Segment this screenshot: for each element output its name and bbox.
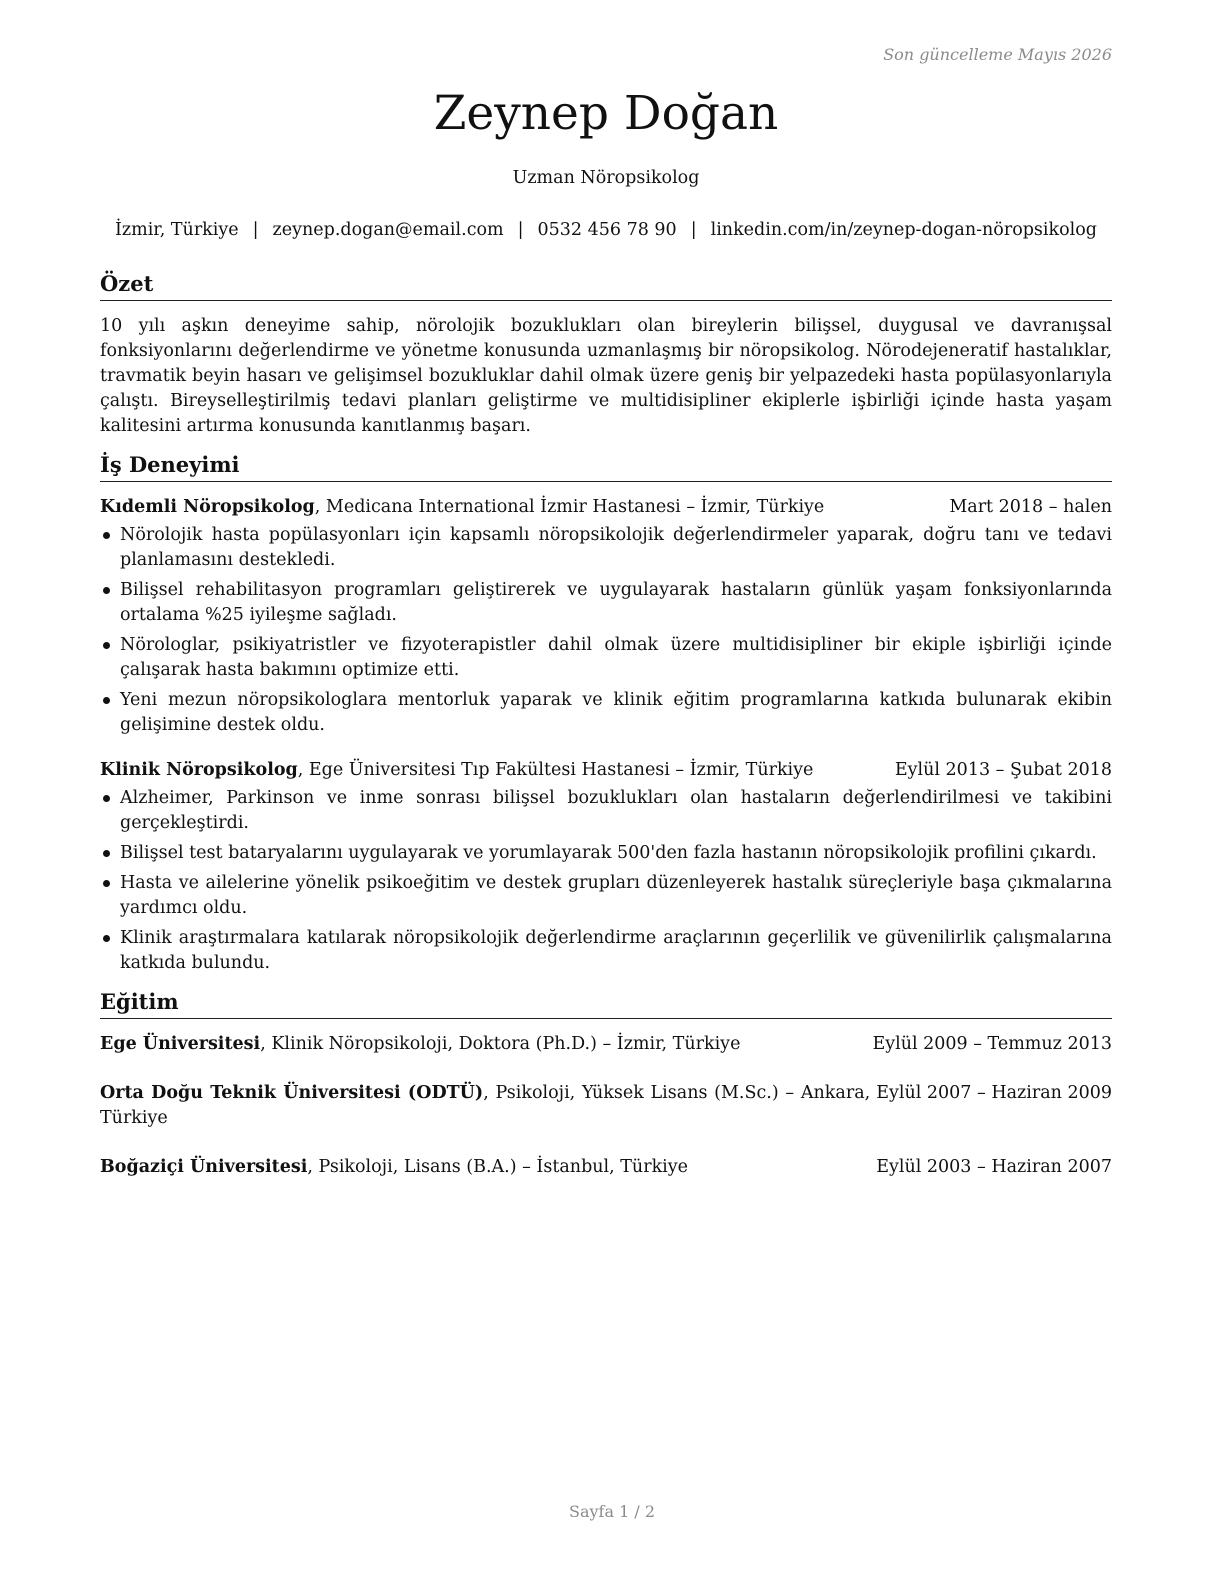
education-dates: Eylül 2003 – Haziran 2007 xyxy=(876,1157,1112,1177)
bullet-icon xyxy=(103,795,110,802)
bullet-icon xyxy=(103,880,110,887)
education-header xyxy=(100,1155,1112,1180)
bullet-text: Nörologlar, psikiyatristler ve fizyoterapistler dahil olmak üzere multidisipliner bir ekiple işbirliği içinde çalışarak hasta bakımını optimize etti. xyxy=(120,635,1112,680)
contact-linkedin[interactable]: linkedin.com/in/zeynep-dogan-nöropsikolog xyxy=(710,220,1097,240)
education-school: Orta Doğu Teknik Üniversitesi (ODTÜ) xyxy=(100,1083,484,1103)
summary-text: 10 yılı aşkın deneyime sahip, nörolojik bozuklukları olan bireylerin bilişsel, duygusal ve davranışsal fonksiyonlarını değerlendirme ve yönetme konusunda uzmanlaşmış bir nöropsikolog. Nörodejeneratif hastalıklar, travmatik beyin hasarı ve gelişimsel bozukluklar dahil olmak üzere geniş bir yelpazedeki hasta popülasyonlarıyla çalıştı. Bireyselleştirilmiş tedavi planları geliştirme ve multidisipliner ekiplerle işbirliği içinde hasta yaşam kalitesini artırma konusunda kanıtlanmış başarı. xyxy=(100,316,1112,436)
bullet-icon xyxy=(103,850,110,857)
education-section xyxy=(100,988,1112,1180)
job-role: Kıdemli Nöropsikolog xyxy=(100,497,315,517)
contact-separator: | xyxy=(690,220,697,240)
job-entry xyxy=(100,495,1112,738)
contact-phone[interactable]: 0532 456 78 90 xyxy=(537,220,677,240)
page-number: Sayfa 1 / 2 xyxy=(568,1502,655,1521)
contact-location: İzmir, Türkiye xyxy=(114,220,239,240)
bullet-icon xyxy=(103,642,110,649)
contact-line xyxy=(100,220,1112,240)
candidate-title: Uzman Nöropsikolog xyxy=(512,168,700,188)
education-school-detail xyxy=(100,1032,872,1057)
education-detail: , Psikoloji, Yüksek Lisans (M.Sc.) – Ankara, Türkiye xyxy=(100,1083,871,1128)
bullet-text: Bilişsel test bataryalarını uygulayarak ve yorumlayarak 500'den fazla hastanın nöropsikolojik profilini çıkardı. xyxy=(120,843,1097,863)
education-dates: Eylül 2007 – Haziran 2009 xyxy=(876,1083,1112,1103)
candidate-name: Zeynep Doğan xyxy=(433,86,779,141)
bullet-item xyxy=(100,926,1112,976)
job-dates: Eylül 2013 – Şubat 2018 xyxy=(894,760,1112,780)
education-dates: Eylül 2009 – Temmuz 2013 xyxy=(872,1034,1112,1054)
summary-heading: Özet xyxy=(100,270,1112,301)
resume-content xyxy=(100,270,1112,1192)
bullet-text: Hasta ve ailelerine yönelik psikoeğitim ve destek grupları düzenleyerek hastalık süreçleriyle başa çıkmalarına yardımcı oldu. xyxy=(120,873,1112,918)
bullet-text: Yeni mezun nöropsikologlara mentorluk yaparak ve klinik eğitim programlarına katkıda bulunarak ekibin gelişimine destek oldu. xyxy=(120,690,1112,735)
bullet-text: Bilişsel rehabilitasyon programları geliştirerek ve uygulayarak hastaların günlük yaşam fonksiyonlarında ortalama %25 iyileşme sağladı. xyxy=(120,580,1112,625)
job-bullets xyxy=(100,786,1112,976)
bullet-item xyxy=(100,786,1112,836)
summary-section xyxy=(100,270,1112,439)
bullet-item xyxy=(100,523,1112,573)
experience-heading: İş Deneyimi xyxy=(100,451,1112,482)
job-org: , Medicana International İzmir Hastanesi – İzmir, Türkiye xyxy=(314,497,825,517)
bullet-text: Nörolojik hasta popülasyonları için kapsamlı nöropsikolojik değerlendirmeler yaparak, doğru tanı ve tedavi planlamasını destekledi. xyxy=(120,525,1112,570)
bullet-icon xyxy=(103,587,110,594)
job-entry xyxy=(100,758,1112,976)
education-entry xyxy=(100,1155,1112,1180)
bullet-icon xyxy=(103,697,110,704)
education-school: Ege Üniversitesi xyxy=(100,1034,261,1054)
bullet-item xyxy=(100,841,1112,866)
education-entry xyxy=(100,1032,1112,1057)
contact-separator: | xyxy=(252,220,259,240)
last-updated-note: Son güncelleme Mayıs 2026 xyxy=(883,45,1112,64)
education-header xyxy=(100,1081,1112,1131)
education-detail: , Psikoloji, Lisans (B.A.) – İstanbul, Türkiye xyxy=(307,1157,689,1177)
job-header xyxy=(100,758,1112,783)
job-dates: Mart 2018 – halen xyxy=(949,497,1112,517)
education-entry xyxy=(100,1081,1112,1131)
bullet-item xyxy=(100,871,1112,921)
education-heading: Eğitim xyxy=(100,988,1112,1019)
bullet-text: Klinik araştırmalara katılarak nöropsikolojik değerlendirme araçlarının geçerlilik ve güvenilirlik çalışmalarına katkıda bulundu. xyxy=(120,928,1112,973)
job-header xyxy=(100,495,1112,520)
education-detail: , Klinik Nöropsikoloji, Doktora (Ph.D.) – İzmir, Türkiye xyxy=(260,1034,741,1054)
contact-email[interactable]: zeynep.dogan@email.com xyxy=(272,220,504,240)
job-role-org xyxy=(100,758,895,783)
job-role-org xyxy=(100,495,949,520)
bullet-item xyxy=(100,688,1112,738)
bullet-text: Alzheimer, Parkinson ve inme sonrası bilişsel bozuklukları olan hastaların değerlendirilmesi ve takibini gerçekleştirdi. xyxy=(120,788,1112,833)
education-header xyxy=(100,1032,1112,1057)
contact-separator: | xyxy=(517,220,524,240)
education-school: Boğaziçi Üniversitesi xyxy=(100,1157,308,1177)
job-org: , Ege Üniversitesi Tıp Fakültesi Hastanesi – İzmir, Türkiye xyxy=(297,760,814,780)
bullet-item xyxy=(100,578,1112,628)
experience-section xyxy=(100,451,1112,976)
education-school-detail xyxy=(100,1155,876,1180)
bullet-item xyxy=(100,633,1112,683)
job-role: Klinik Nöropsikolog xyxy=(100,760,298,780)
job-bullets xyxy=(100,523,1112,738)
education-school-detail xyxy=(100,1081,876,1131)
bullet-icon xyxy=(103,935,110,942)
bullet-icon xyxy=(103,532,110,539)
